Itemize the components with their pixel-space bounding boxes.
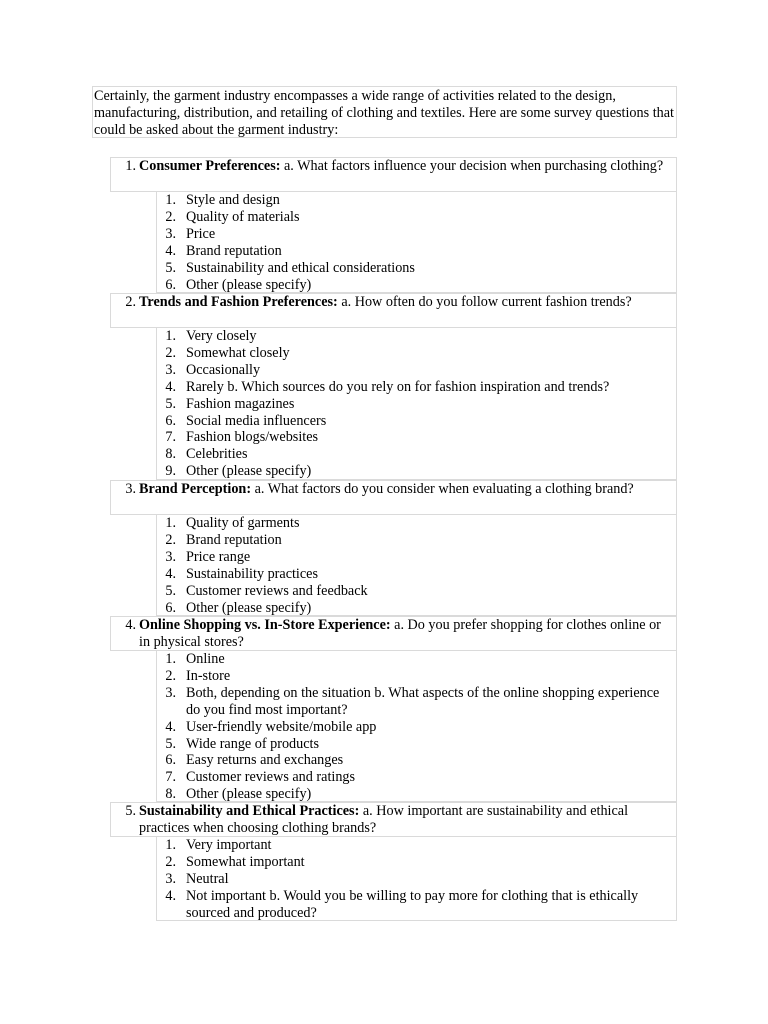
question-4 bbox=[110, 616, 677, 651]
list-item bbox=[157, 719, 676, 736]
option-number: 4. bbox=[165, 242, 176, 259]
option-text: Online bbox=[186, 651, 225, 667]
option-number: 4. bbox=[165, 565, 176, 582]
option-text: Both, depending on the situation b. What aspects of the online shopping experience do you find most important? bbox=[186, 684, 660, 718]
question-body: a. How often do you follow current fashion trends? bbox=[337, 294, 632, 310]
option-text: Fashion magazines bbox=[186, 395, 295, 412]
option-number: 1. bbox=[165, 837, 176, 853]
question-text bbox=[139, 617, 674, 651]
list-item bbox=[157, 277, 676, 294]
option-number: 4. bbox=[165, 718, 176, 735]
list-item bbox=[157, 345, 676, 362]
option-number: 2. bbox=[165, 344, 176, 361]
list-item bbox=[157, 786, 676, 803]
question-title: Consumer Preferences: bbox=[139, 158, 281, 174]
option-number: 2. bbox=[165, 208, 176, 225]
question-text bbox=[139, 294, 674, 311]
option-number: 6. bbox=[165, 412, 176, 429]
option-number: 5. bbox=[165, 259, 176, 276]
options-list-4 bbox=[156, 651, 677, 802]
option-text: Sustainability practices bbox=[186, 565, 318, 582]
options-list-5 bbox=[156, 837, 677, 921]
list-item bbox=[157, 668, 676, 685]
option-text: Very important bbox=[186, 837, 272, 853]
list-item bbox=[157, 379, 676, 396]
option-text: Quality of garments bbox=[186, 515, 300, 531]
options-list-1 bbox=[156, 192, 677, 293]
option-number: 6. bbox=[165, 752, 176, 769]
option-number: 3. bbox=[165, 548, 176, 565]
list-item bbox=[157, 532, 676, 549]
option-text: Other (please specify) bbox=[186, 786, 312, 803]
question-text bbox=[139, 803, 674, 837]
list-item bbox=[157, 736, 676, 753]
option-text: Brand reputation bbox=[186, 531, 282, 548]
option-text: Price bbox=[186, 225, 216, 242]
option-text: Social media influencers bbox=[186, 412, 327, 429]
option-text: Somewhat closely bbox=[186, 344, 290, 361]
option-number: 6. bbox=[165, 599, 176, 616]
option-text: Quality of materials bbox=[186, 208, 300, 225]
question-number: 1. bbox=[125, 158, 136, 174]
option-text: Style and design bbox=[186, 192, 280, 208]
list-item bbox=[157, 429, 676, 446]
option-number: 7. bbox=[165, 429, 176, 446]
option-text: Customer reviews and feedback bbox=[186, 582, 368, 599]
option-number: 3. bbox=[165, 361, 176, 378]
list-item bbox=[157, 396, 676, 413]
question-title: Trends and Fashion Preferences: bbox=[139, 294, 338, 310]
option-number: 4. bbox=[165, 887, 176, 904]
option-text: Other (please specify) bbox=[186, 276, 312, 293]
option-number: 3. bbox=[165, 225, 176, 242]
list-item bbox=[157, 854, 676, 871]
option-text: Price range bbox=[186, 548, 251, 565]
list-item bbox=[157, 260, 676, 277]
list-item bbox=[157, 192, 676, 209]
option-number: 3. bbox=[165, 870, 176, 887]
question-text bbox=[139, 481, 674, 498]
list-item bbox=[157, 871, 676, 888]
question-number: 5. bbox=[125, 803, 136, 819]
option-number: 5. bbox=[165, 395, 176, 412]
question-body: a. What factors do you consider when evaluating a clothing brand? bbox=[251, 481, 634, 497]
option-number: 1. bbox=[165, 515, 176, 531]
option-text: Neutral bbox=[186, 870, 229, 887]
list-item bbox=[157, 362, 676, 379]
list-item bbox=[157, 463, 676, 480]
question-title: Brand Perception: bbox=[139, 481, 252, 497]
list-item bbox=[157, 413, 676, 430]
option-number: 2. bbox=[165, 853, 176, 870]
list-item bbox=[157, 651, 676, 668]
option-text: Not important b. Would you be willing to pay more for clothing that is ethically sourced and produced? bbox=[186, 887, 639, 921]
option-text: Easy returns and exchanges bbox=[186, 752, 344, 769]
option-text: Sustainability and ethical considerations bbox=[186, 259, 415, 276]
list-item bbox=[157, 600, 676, 617]
option-text: Celebrities bbox=[186, 446, 248, 463]
question-title: Online Shopping vs. In-Store Experience: bbox=[139, 617, 391, 633]
option-number: 4. bbox=[165, 378, 176, 395]
option-text: Fashion blogs/websites bbox=[186, 429, 319, 446]
option-text: Customer reviews and ratings bbox=[186, 769, 356, 786]
options-list-3 bbox=[156, 515, 677, 616]
question-3 bbox=[110, 480, 677, 515]
list-item bbox=[157, 752, 676, 769]
option-text: In-store bbox=[186, 667, 231, 684]
question-body: a. What factors influence your decision when purchasing clothing? bbox=[280, 158, 664, 174]
list-item bbox=[157, 549, 676, 566]
option-number: 1. bbox=[165, 651, 176, 667]
option-number: 1. bbox=[165, 328, 176, 344]
option-number: 7. bbox=[165, 769, 176, 786]
option-text: Occasionally bbox=[186, 361, 261, 378]
list-item bbox=[157, 685, 676, 719]
question-number: 2. bbox=[125, 294, 136, 310]
question-2 bbox=[110, 293, 677, 328]
option-number: 3. bbox=[165, 684, 176, 701]
option-number: 8. bbox=[165, 446, 176, 463]
option-text: User-friendly website/mobile app bbox=[186, 718, 377, 735]
list-item bbox=[157, 888, 676, 922]
question-number: 3. bbox=[125, 481, 136, 497]
option-text: Very closely bbox=[186, 328, 257, 344]
list-item bbox=[157, 566, 676, 583]
option-text: Somewhat important bbox=[186, 853, 305, 870]
list-item bbox=[157, 446, 676, 463]
options-list-2 bbox=[156, 328, 677, 480]
question-title: Sustainability and Ethical Practices: bbox=[139, 803, 360, 819]
question-number: 4. bbox=[125, 617, 136, 633]
option-text: Other (please specify) bbox=[186, 599, 312, 616]
list-item bbox=[157, 583, 676, 600]
list-item bbox=[157, 226, 676, 243]
option-number: 5. bbox=[165, 582, 176, 599]
option-text: Wide range of products bbox=[186, 735, 319, 752]
list-item bbox=[157, 209, 676, 226]
option-number: 2. bbox=[165, 531, 176, 548]
question-body: a. Do you prefer shopping for clothes online or in physical stores? bbox=[139, 617, 661, 650]
option-text: Rarely b. Which sources do you rely on for fashion inspiration and trends? bbox=[186, 378, 610, 395]
question-body: a. How important are sustainability and ethical practices when choosing clothing brands? bbox=[139, 803, 629, 836]
option-text: Other (please specify) bbox=[186, 463, 312, 480]
list-item bbox=[157, 515, 676, 532]
intro-paragraph: Certainly, the garment industry encompasses a wide range of activities related to the design, manufacturing, distribution, and retailing of clothing and textiles. Here are some survey questions that could be asked about the garment industry: bbox=[92, 86, 677, 138]
option-text: Brand reputation bbox=[186, 242, 282, 259]
option-number: 8. bbox=[165, 786, 176, 803]
question-5 bbox=[110, 802, 677, 837]
question-1 bbox=[110, 157, 677, 192]
option-number: 6. bbox=[165, 276, 176, 293]
option-number: 5. bbox=[165, 735, 176, 752]
option-number: 1. bbox=[165, 192, 176, 208]
list-item bbox=[157, 769, 676, 786]
option-number: 9. bbox=[165, 463, 176, 480]
list-item bbox=[157, 837, 676, 854]
list-item bbox=[157, 328, 676, 345]
option-number: 2. bbox=[165, 667, 176, 684]
list-item bbox=[157, 243, 676, 260]
question-text bbox=[139, 158, 674, 175]
